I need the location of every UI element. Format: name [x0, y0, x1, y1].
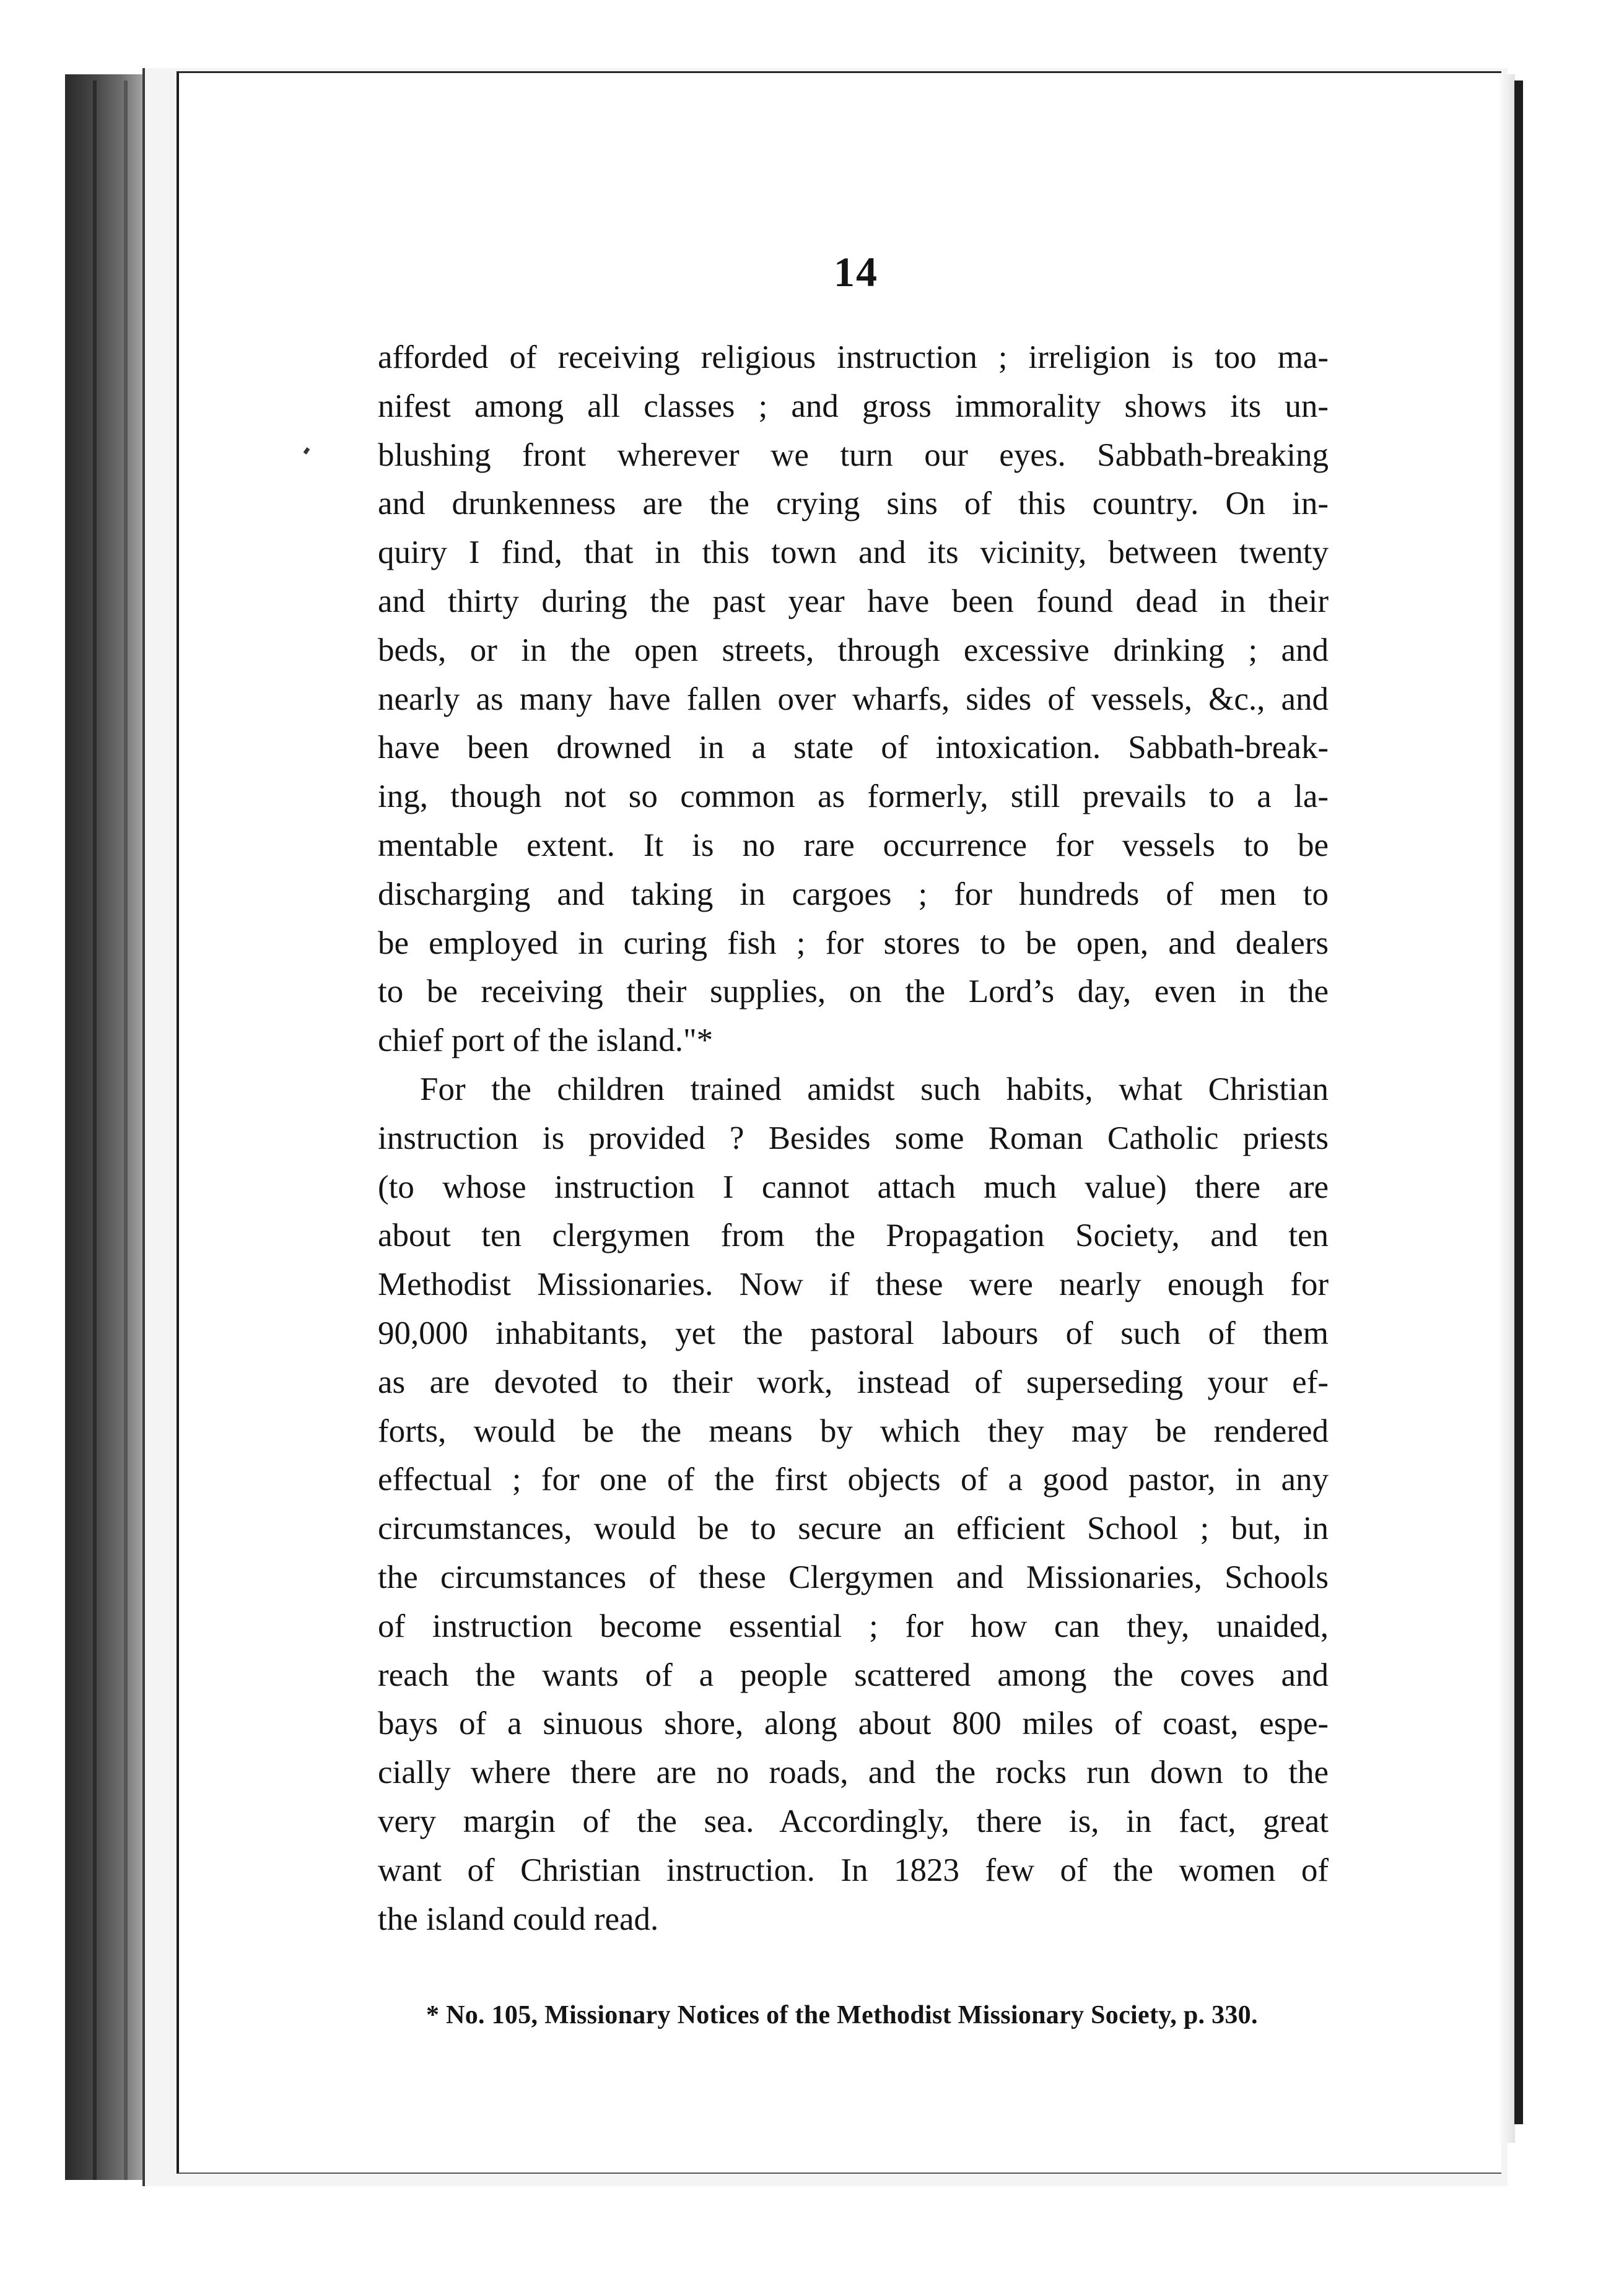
- text-line: very margin of the sea. Accordingly, there is, in fact, great: [378, 1803, 1329, 1839]
- text-line: reach the wants of a people scattered among the coves and: [378, 1657, 1329, 1693]
- page-number: 14: [834, 248, 878, 295]
- text-line: mentable extent. It is no rare occurrence for vessels to be: [378, 827, 1329, 863]
- text-line: effectual ; for one of the first objects of a good pastor, in any: [378, 1462, 1329, 1498]
- text-line: of instruction become essential ; for how can they, unaided,: [378, 1608, 1329, 1644]
- text-line: nearly as many have fallen over wharfs, sides of vessels, &c., and: [378, 681, 1329, 717]
- text-line: blushing front wherever we turn our eyes. Sabbath-breaking: [378, 437, 1329, 473]
- text-line: be employed in curing fish ; for stores to be open, and dealers: [378, 925, 1329, 961]
- text-line: bays of a sinuous shore, along about 800 miles of coast, espe-: [378, 1706, 1329, 1742]
- text-line: cially where there are no roads, and the rocks run down to the: [378, 1754, 1329, 1791]
- text-line: ing, though not so common as formerly, still prevails to a la-: [378, 778, 1329, 815]
- text-line: as are devoted to their work, instead of superseding your ef-: [378, 1364, 1329, 1400]
- text-line: the circumstances of these Clergymen and Missionaries, Schools: [378, 1559, 1329, 1595]
- text-line: chief port of the island."*: [378, 1022, 714, 1059]
- footnote: * No. 105, Missionary Notices of the Methodist Missionary Society, p. 330.: [426, 2001, 1258, 2029]
- text-line: circumstances, would be to secure an efficient School ; but, in: [378, 1510, 1329, 1547]
- text-line: to be receiving their supplies, on the Lord’s day, even in the: [378, 974, 1329, 1010]
- text-line: (to whose instruction I cannot attach much value) there are: [378, 1169, 1329, 1205]
- next-page-edge: [1514, 81, 1523, 2124]
- text-line: afforded of receiving religious instruction ; irreligion is too ma-: [378, 339, 1329, 375]
- text-line: about ten clergymen from the Propagation Society, and ten: [378, 1218, 1329, 1254]
- text-line: quiry I find, that in this town and its vicinity, between twenty: [378, 534, 1329, 571]
- text-line: the island could read.: [378, 1901, 659, 1937]
- text-line: For the children trained amidst such habits, what Christian: [420, 1071, 1329, 1107]
- text-line: discharging and taking in cargoes ; for hundreds of men to: [378, 876, 1329, 912]
- text-line: and thirty during the past year have been found dead in their: [378, 583, 1329, 619]
- spine-edge-line: [124, 81, 128, 2180]
- text-line: have been drowned in a state of intoxication. Sabbath-break-: [378, 730, 1329, 766]
- text-line: instruction is provided ? Besides some Roman Catholic priests: [378, 1120, 1329, 1156]
- body-text: [378, 333, 1329, 1943]
- page-gutter: [1498, 74, 1515, 2143]
- text-line: beds, or in the open streets, through excessive drinking ; and: [378, 632, 1329, 668]
- text-line: and drunkenness are the crying sins of this country. On in-: [378, 486, 1329, 522]
- text-line: forts, would be the means by which they may be rendered: [378, 1413, 1329, 1449]
- text-line: 90,000 inhabitants, yet the pastoral labours of such of them: [378, 1315, 1329, 1351]
- text-line: Methodist Missionaries. Now if these were nearly enough for: [378, 1266, 1329, 1303]
- spine-edge-line: [93, 81, 97, 2180]
- text-line: nifest among all classes ; and gross immorality shows its un-: [378, 388, 1329, 424]
- text-line: want of Christian instruction. In 1823 few of the women of: [378, 1852, 1329, 1888]
